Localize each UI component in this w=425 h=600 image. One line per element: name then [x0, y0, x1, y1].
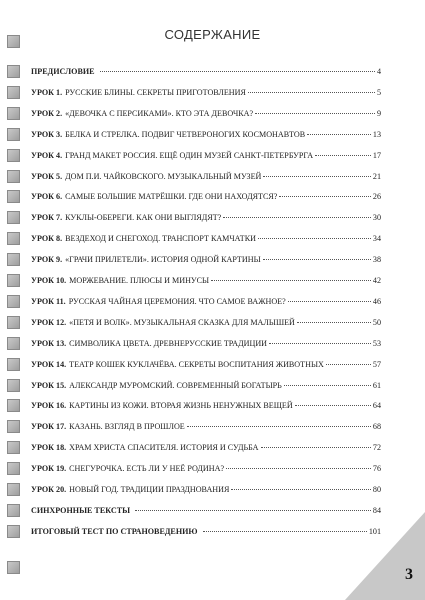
dot-leader: [255, 104, 375, 114]
toc-entry-title: ДОМ П.И. ЧАЙКОВСКОГО. МУЗЫКАЛЬНЫЙ МУЗЕЙ: [65, 171, 262, 181]
dot-leader: [288, 292, 371, 302]
toc-entry-title: КАЗАНЬ. ВЗГЛЯД В ПРОШЛОЕ: [69, 422, 185, 432]
toc-entry[interactable]: [31, 169, 381, 183]
dot-leader: [226, 459, 371, 469]
toc-entry[interactable]: [31, 440, 381, 454]
toc-entry[interactable]: [31, 210, 381, 224]
toc-entry[interactable]: [31, 378, 381, 392]
dot-leader: [279, 187, 371, 197]
toc-entry-page: 21: [372, 171, 381, 181]
toc-entry-lesson: УРОК 1.: [31, 87, 63, 97]
toc-entry-lesson: УРОК 2.: [31, 108, 63, 118]
toc-entry-page: 46: [372, 296, 381, 306]
toc-entry-title: БЕЛКА И СТРЕЛКА. ПОДВИГ ЧЕТВЕРОНОГИХ КОСМОНАВТОВ: [65, 129, 306, 139]
toc-entry-title: САМЫЕ БОЛЬШИЕ МАТРЁШКИ. ГДЕ ОНИ НАХОДЯТСЯ?: [65, 192, 278, 202]
toc-entry-lesson: УРОК 3.: [31, 129, 63, 139]
toc-entry-lesson: УРОК 4.: [31, 150, 63, 160]
toc-entry-title: ХРАМ ХРИСТА СПАСИТЕЛЯ. ИСТОРИЯ И СУДЬБА: [69, 443, 259, 453]
toc-entry-lesson: УРОК 13.: [31, 338, 67, 348]
toc-entry-lesson: СИНХРОННЫЕ ТЕКСТЫ: [31, 505, 131, 515]
toc-entry[interactable]: [31, 252, 381, 266]
dot-leader: [297, 313, 371, 323]
toc-entry-title: СИМВОЛИКА ЦВЕТА. ДРЕВНЕРУССКИЕ ТРАДИЦИИ: [69, 338, 268, 348]
toc-entry[interactable]: [31, 503, 381, 517]
margin-marker-square: [7, 316, 20, 329]
toc-entry-page: 13: [372, 129, 381, 139]
toc-entry-page: 64: [372, 401, 381, 411]
toc-entry-lesson: УРОК 15.: [31, 380, 67, 390]
margin-marker-square: [7, 295, 20, 308]
toc-entry-page: 84: [372, 505, 381, 515]
margin-markers: [7, 0, 21, 600]
dot-leader: [295, 396, 371, 406]
toc-entry-lesson: ИТОГОВЫЙ ТЕСТ ПО СТРАНОВЕДЕНИЮ: [31, 526, 198, 536]
margin-marker-square: [7, 420, 20, 433]
toc-entry-lesson: УРОК 6.: [31, 192, 63, 202]
toc-entry-title: РУССКИЕ БЛИНЫ. СЕКРЕТЫ ПРИГОТОВЛЕНИЯ: [65, 87, 246, 97]
margin-marker-square: [7, 211, 20, 224]
margin-marker-square: [7, 441, 20, 454]
toc-entry-lesson: УРОК 17.: [31, 422, 67, 432]
page-number: 3: [405, 566, 413, 583]
dot-leader: [223, 208, 371, 218]
margin-marker-square: [7, 86, 20, 99]
toc-entry-page: 4: [376, 67, 381, 76]
toc-entry-page: 34: [372, 234, 381, 244]
toc-entry[interactable]: [31, 419, 381, 433]
margin-marker-square: [7, 337, 20, 350]
toc-entry[interactable]: [31, 398, 381, 412]
toc-entry-page: 61: [372, 380, 381, 390]
toc-entry-page: 80: [372, 485, 381, 494]
dot-leader: [261, 438, 371, 448]
margin-marker-square: [7, 190, 20, 203]
toc-entry[interactable]: [31, 231, 381, 245]
dot-leader: [307, 125, 371, 135]
margin-marker-square: [7, 561, 20, 574]
margin-marker-square: [7, 462, 20, 475]
toc-entry-lesson: УРОК 19.: [31, 464, 67, 474]
margin-marker-square: [7, 358, 20, 371]
toc-entry-page: 68: [372, 422, 381, 432]
dot-leader: [326, 355, 371, 365]
toc-entry-page: 9: [376, 108, 381, 118]
toc-entry-page: 57: [372, 359, 381, 369]
dot-leader: [203, 522, 367, 532]
margin-marker-square: [7, 379, 20, 392]
toc-entry-title: «ПЕТЯ И ВОЛК». МУЗЫКАЛЬНАЯ СКАЗКА ДЛЯ МАЛЫШЕЙ: [69, 317, 295, 327]
toc-entry-lesson: УРОК 10.: [31, 276, 67, 285]
toc-entry-page: 5: [376, 87, 381, 97]
toc-entry-lesson: УРОК 11.: [31, 296, 66, 306]
toc-entry[interactable]: [31, 127, 381, 141]
toc-entry[interactable]: [31, 336, 381, 350]
toc-entry-lesson: УРОК 20.: [31, 485, 67, 494]
toc-entry[interactable]: [31, 106, 381, 120]
toc-entry-lesson: УРОК 5.: [31, 171, 63, 181]
toc-entry-page: 30: [372, 213, 381, 223]
toc-entry[interactable]: [31, 64, 381, 78]
margin-marker-square: [7, 399, 20, 412]
toc-entry-title: ТЕАТР КОШЕК КУКЛАЧЁВА. СЕКРЕТЫ ВОСПИТАНИЯ ЖИВОТНЫХ: [69, 359, 324, 369]
toc-entry-page: 72: [372, 443, 381, 453]
toc-entry-title: «ДЕВОЧКА С ПЕРСИКАМИ». КТО ЭТА ДЕВОЧКА?: [65, 108, 254, 118]
dot-leader: [315, 146, 371, 156]
toc-entry-title: ГРАНД МАКЕТ РОССИЯ. ЕЩЁ ОДИН МУЗЕЙ САНКТ-ПЕТЕРБУРГА: [65, 150, 314, 160]
toc-entry-page: 26: [372, 192, 381, 202]
toc-entry-lesson: УРОК 18.: [31, 443, 67, 453]
page-title: СОДЕРЖАНИЕ: [164, 27, 261, 42]
toc-entry-lesson: УРОК 16.: [31, 401, 67, 411]
toc-entry-title: ВЕЗДЕХОД И СНЕГОХОД. ТРАНСПОРТ КАМЧАТКИ: [65, 234, 256, 244]
margin-marker-square: [7, 483, 20, 496]
margin-marker-square: [7, 149, 20, 162]
toc-entry-page: 17: [372, 150, 381, 160]
dot-leader: [248, 83, 375, 93]
toc-entry-lesson: УРОК 7.: [31, 213, 63, 223]
toc-entry-title: КАРТИНЫ ИЗ КОЖИ. ВТОРАЯ ЖИЗНЬ НЕНУЖНЫХ ВЕЩЕЙ: [69, 401, 293, 411]
dot-leader: [187, 417, 371, 427]
toc-entry[interactable]: [31, 85, 381, 99]
toc-entry[interactable]: [31, 315, 381, 329]
dot-leader: [135, 501, 371, 511]
toc-entry-lesson: УРОК 9.: [31, 255, 63, 265]
margin-marker-square: [7, 65, 20, 78]
margin-marker-square: [7, 274, 20, 287]
dot-leader: [258, 229, 371, 239]
toc-entry-title: «ГРАЧИ ПРИЛЕТЕЛИ». ИСТОРИЯ ОДНОЙ КАРТИНЫ: [65, 255, 261, 265]
toc-entry-lesson: УРОК 14.: [31, 359, 67, 369]
toc-entry-page: 38: [372, 255, 381, 265]
toc-entry-title: МОРЖЕВАНИЕ. ПЛЮСЫ И МИНУСЫ: [69, 276, 210, 285]
margin-marker-square: [7, 504, 20, 517]
page-corner-triangle: [345, 512, 425, 600]
toc-entry-page: 50: [372, 317, 381, 327]
toc-entry-page: 101: [368, 526, 381, 536]
toc-entry-title: РУССКАЯ ЧАЙНАЯ ЦЕРЕМОНИЯ. ЧТО САМОЕ ВАЖНОЕ?: [68, 296, 286, 306]
toc-entry-page: 53: [372, 338, 381, 348]
margin-marker-square: [7, 232, 20, 245]
toc-entry[interactable]: [31, 357, 381, 371]
dot-leader: [100, 62, 375, 72]
dot-leader: [269, 334, 371, 344]
toc-entry-lesson: УРОК 8.: [31, 234, 63, 244]
toc-entry[interactable]: [31, 189, 381, 203]
dot-leader: [263, 250, 371, 260]
dot-leader: [263, 167, 371, 177]
toc-entry-page: 42: [372, 276, 381, 285]
margin-marker-square: [7, 128, 20, 141]
dot-leader: [231, 480, 371, 490]
toc-entry-title: НОВЫЙ ГОД. ТРАДИЦИИ ПРАЗДНОВАНИЯ: [69, 485, 230, 494]
margin-marker-square: [7, 525, 20, 538]
toc-entry-lesson: ПРЕДИСЛОВИЕ: [31, 67, 95, 76]
margin-marker-square: [7, 253, 20, 266]
toc-entry[interactable]: [31, 294, 381, 308]
toc-entry[interactable]: [31, 273, 381, 287]
toc-entry[interactable]: [31, 148, 381, 162]
toc-entry-title: СНЕГУРОЧКА. ЕСТЬ ЛИ У НЕЁ РОДИНА?: [69, 464, 225, 474]
margin-marker-square: [7, 170, 20, 183]
toc-entry-title: КУКЛЫ-ОБЕРЕГИ. КАК ОНИ ВЫГЛЯДЯТ?: [65, 213, 222, 223]
dot-leader: [284, 376, 371, 386]
toc-entry-title: АЛЕКСАНДР МУРОМСКИЙ. СОВРЕМЕННЫЙ БОГАТЫРЬ: [69, 380, 282, 390]
toc-entry[interactable]: [31, 524, 381, 538]
toc-entry[interactable]: [31, 461, 381, 475]
margin-marker-square: [7, 107, 20, 120]
toc-entry[interactable]: [31, 482, 381, 496]
toc-entry-lesson: УРОК 12.: [31, 317, 67, 327]
margin-marker-square: [7, 35, 20, 48]
dot-leader: [211, 271, 371, 281]
toc-entry-page: 76: [372, 464, 381, 474]
